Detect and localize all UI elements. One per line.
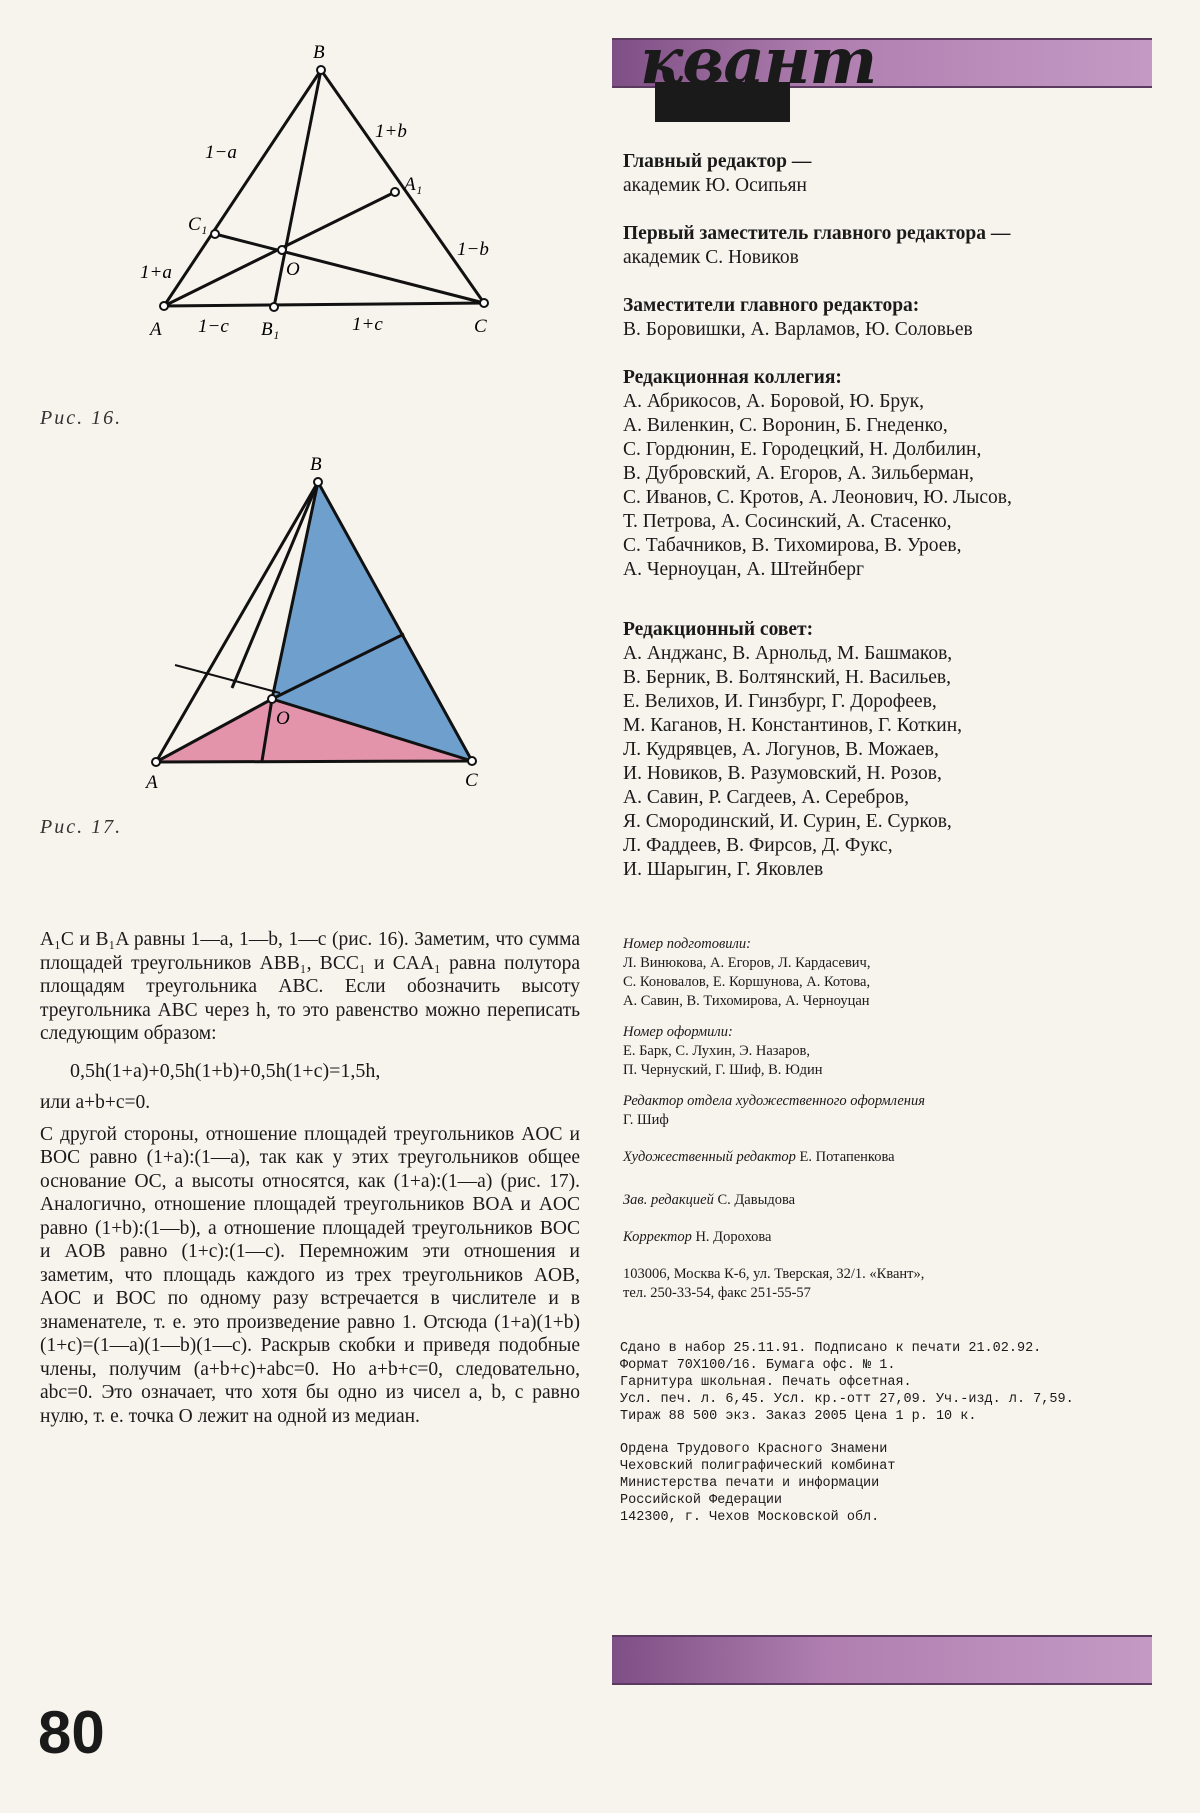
prepared-line: Л. Винюкова, А. Егоров, Л. Кардасевич, [623, 955, 871, 971]
fig16-seg-A1C: 1−b [457, 239, 489, 260]
managing-editor-name: С. Давыдова [717, 1192, 796, 1208]
print-line: Тираж 88 500 экз. Заказ 2005 Цена 1 р. 10 к. [620, 1409, 977, 1424]
art-editor-name: Е. Потапенкова [799, 1149, 895, 1165]
first-deputy-heading: Первый заместитель главного редактора — [623, 223, 1011, 244]
deputies-names: В. Боровишки, А. Варламов, Ю. Соловьев [623, 319, 973, 340]
article-body [40, 928, 580, 1428]
address-line: тел. 250-33-54, факс 251-55-57 [623, 1285, 811, 1301]
proofreader-name: Н. Дорохова [695, 1229, 772, 1245]
fig16-label-B1: B₁ [261, 319, 280, 340]
deputies-heading: Заместители главного редактора: [623, 295, 920, 316]
fig16-seg-BA1: 1+b [375, 121, 407, 142]
council-line: М. Каганов, Н. Константинов, Г. Коткин, [623, 715, 963, 736]
print-line: Усл. печ. л. 6,45. Усл. кр.-отт 27,09. Уч.-изд. л. 7,59. [620, 1392, 1074, 1407]
printer-line: 142300, г. Чехов Московской обл. [620, 1510, 880, 1525]
art-dept-heading: Редактор отдела художественного оформления [623, 1093, 925, 1109]
address-line: 103006, Москва К-6, ул. Тверская, 32/1. «Квант», [623, 1266, 925, 1282]
fig17-label-A: A [146, 772, 158, 793]
footer-banner [612, 1635, 1152, 1685]
fig16-label-C1: C₁ [188, 214, 208, 235]
fig16-label-C: C [474, 316, 487, 337]
council-heading: Редакционный совет: [623, 619, 814, 640]
council-line: И. Шарыгин, Г. Яковлев [623, 859, 824, 880]
board-line: С. Табачников, В. Тихомирова, В. Уроев, [623, 535, 962, 556]
prepared-heading: Номер подготовили: [623, 936, 751, 952]
fig16-seg-AB1: 1−c [198, 316, 229, 337]
article-paragraph: A₁C и B₁A равны 1—a, 1—b, 1—c (рис. 16). Заметим, что сумма площадей треугольников ABB₁, BCC₁ и CAA₁ равна полутора площадям треугольника ABC. Если обозначить высоту треугольника ABC через h, то это равенство можно переписать следующим образом: [40, 929, 580, 1044]
fig16-label-B: B [313, 42, 325, 63]
board-line: Т. Петрова, А. Сосинский, А. Стасенко, [623, 511, 952, 532]
council-line: А. Анджанс, В. Арнольд, М. Башмаков, [623, 643, 953, 664]
board-line: В. Дубровский, А. Егоров, А. Зильберман, [623, 463, 974, 484]
council-line: Л. Фаддеев, В. Фирсов, Д. Фукс, [623, 835, 893, 856]
printer-line: Ордена Трудового Красного Знамени [620, 1442, 888, 1457]
proofreader-heading: Корректор [623, 1229, 692, 1245]
art-dept-name: Г. Шиф [623, 1112, 669, 1128]
board-heading: Редакционная коллегия: [623, 367, 842, 388]
print-line: Сдано в набор 25.11.91. Подписано к печати 21.02.92. [620, 1341, 1042, 1356]
printer-line: Российской Федерации [620, 1493, 783, 1508]
article-formula: 0,5h(1+a)+0,5h(1+b)+0,5h(1+c)=1,5h, [70, 1059, 381, 1082]
board-line: С. Гордюнин, Е. Городецкий, Н. Долбилин, [623, 439, 982, 460]
article-paragraph: С другой стороны, отношение площадей треугольников AOC и BOC равно (1+a):(1—a), так как у этих треугольников общее основание OC, а высоты относятся, как (1+a):(1—a) (рис. 17). Аналогично, отношение площадей треугольников BOA и AOC равно (1+b):(1—b), а отношение площадей треугольников BOC и AOB равно (1+c):(1—c). Перемножим эти отношения и заметим, что площадь каждого из трех треугольников AOB, AOC и BOC по одному разу встречается в числителе и в знаменателе, т. е. это произведение равно 1. Отсюда (1+a)(1+b)(1+c)=(1—a)(1—b)(1—c). Раскрыв скобки и приведя подобные члены, получим (a+b+c)+abc=0. Но a+b+c=0, следовательно, abc=0. Это означает, что хотя бы одно из чисел a, b, c равно нулю, т. е. точка O лежит на одной из медиан. [40, 1123, 580, 1427]
designed-line: П. Чернуский, Г. Шиф, В. Юдин [623, 1062, 823, 1078]
figure-17 [120, 450, 520, 810]
prepared-line: А. Савин, В. Тихомирова, А. Черноуцан [623, 993, 870, 1009]
logo-text: квант [640, 24, 877, 99]
board-line: А. Абрикосов, А. Боровой, Ю. Брук, [623, 391, 924, 412]
art-editor-heading: Художественный редактор [623, 1149, 796, 1165]
designed-line: Е. Барк, С. Лухин, Э. Назаров, [623, 1043, 810, 1059]
board-line: А. Черноуцан, А. Штейнберг [623, 559, 864, 580]
prepared-line: С. Коновалов, Е. Коршунова, А. Котова, [623, 974, 871, 990]
council-line: Л. Кудрявцев, А. Логунов, В. Можаев, [623, 739, 939, 760]
council-line: Я. Смородинский, И. Сурин, Е. Сурков, [623, 811, 952, 832]
page-number: 80 [38, 1699, 105, 1766]
first-deputy-name: академик С. Новиков [623, 247, 799, 268]
printer-line: Министерства печати и информации [620, 1476, 880, 1491]
council-line: Е. Велихов, И. Гинзбург, Г. Дорофеев, [623, 691, 937, 712]
fig16-label-A1: A₁ [404, 174, 423, 195]
council-line: В. Берник, В. Болтянский, Н. Васильев, [623, 667, 951, 688]
fig17-label-C: C [465, 770, 478, 791]
fig16-label-O: O [286, 259, 300, 280]
council-line: И. Новиков, В. Разумовский, Н. Розов, [623, 763, 942, 784]
issue-credits [623, 935, 1163, 1315]
board-line: А. Виленкин, С. Воронин, Б. Гнеденко, [623, 415, 948, 436]
council-line: А. Савин, Р. Сагдеев, А. Серебров, [623, 787, 909, 808]
editorial-board [623, 150, 1163, 906]
figure-17-caption: Рис. 17. [40, 816, 123, 838]
managing-editor-heading: Зав. редакцией [623, 1192, 714, 1208]
chief-editor-name: академик Ю. Осипьян [623, 175, 807, 196]
board-line: С. Иванов, С. Кротов, А. Леонович, Ю. Лысов, [623, 487, 1012, 508]
figure-16-caption: Рис. 16. [40, 407, 123, 429]
fig16-label-A: A [150, 319, 162, 340]
print-line: Гарнитура школьная. Печать офсетная. [620, 1375, 912, 1390]
fig17-label-O: O [276, 708, 290, 729]
designed-heading: Номер оформили: [623, 1024, 733, 1040]
fig17-label-B: B [310, 454, 322, 475]
fig16-seg-B1C: 1+c [352, 314, 383, 335]
printer-line: Чеховский полиграфический комбинат [620, 1459, 896, 1474]
chief-editor-heading: Главный редактор — [623, 151, 812, 172]
print-line: Формат 70X100/16. Бумага офс. № 1. [620, 1358, 896, 1373]
article-formula-note: или a+b+c=0. [40, 1092, 151, 1113]
fig16-seg-C1A: 1+a [140, 262, 172, 283]
figure-16 [120, 40, 520, 390]
print-info [620, 1340, 1160, 1542]
fig16-seg-BC1: 1−a [205, 142, 237, 163]
